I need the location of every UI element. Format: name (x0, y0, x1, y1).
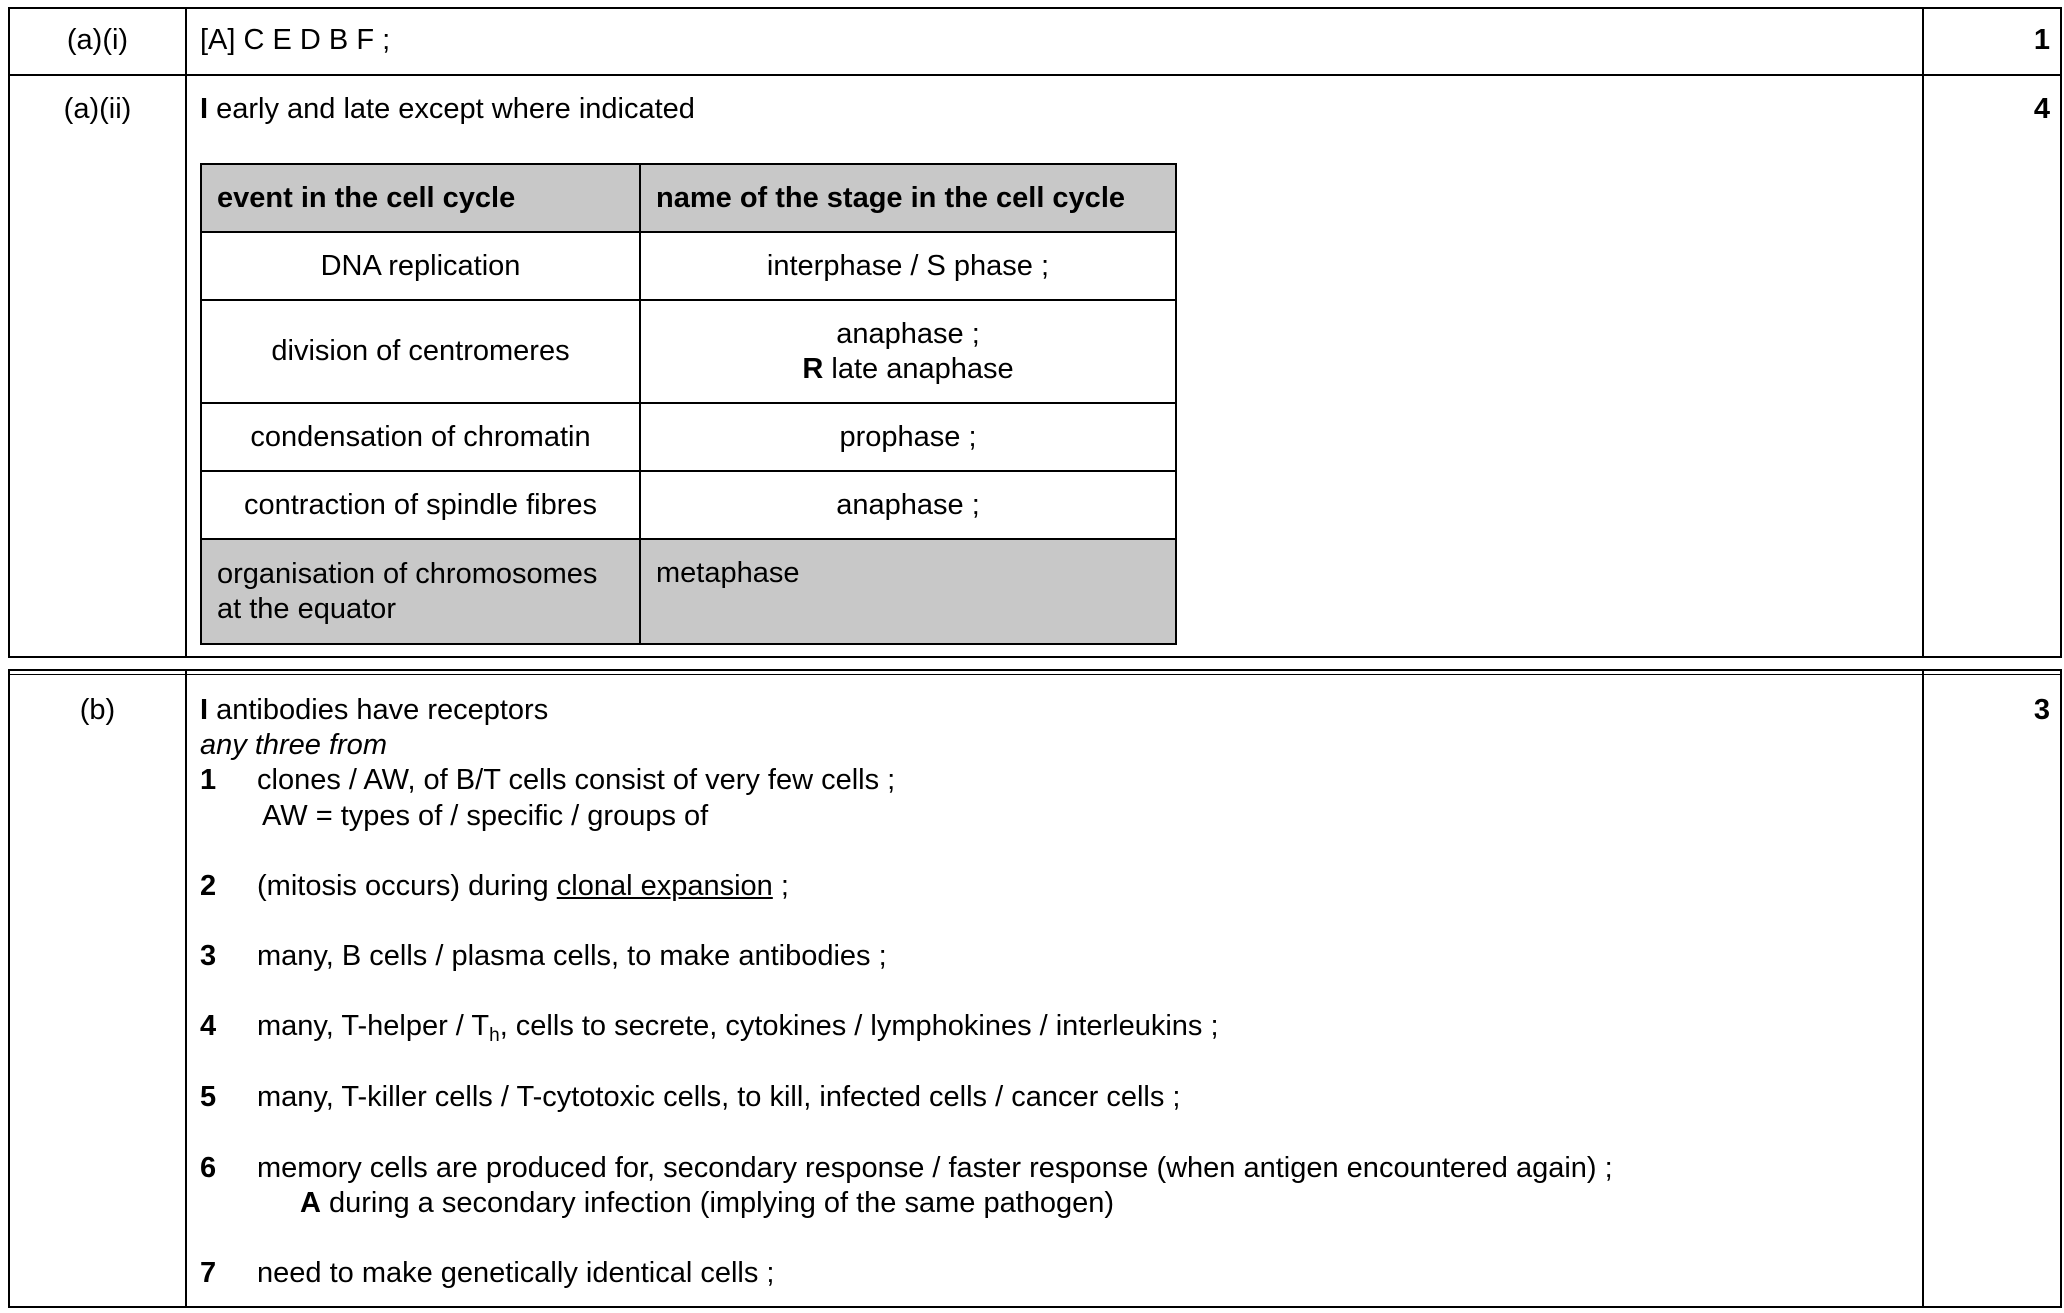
guidance-text (200, 693, 548, 728)
event-line: at the equator (217, 592, 396, 625)
stage-cell: metaphase (656, 557, 800, 589)
stage-note-rest: late anaphase (823, 352, 1014, 385)
table-row-example (202, 540, 1175, 643)
label-divider-top (185, 7, 187, 658)
point-text: many, B cells / plasma cells, to make antibodies ; (257, 940, 887, 972)
point-number: 2 (200, 870, 217, 902)
point-text (257, 1009, 1219, 1044)
point-number: 6 (200, 1152, 217, 1184)
table-top-border (8, 7, 2062, 9)
mark-value: 3 (2033, 694, 2050, 726)
point-number: 4 (200, 1010, 217, 1042)
event-cell: contraction of spindle fibres (243, 488, 598, 521)
table-column-divider (639, 165, 641, 643)
right-border-top (2060, 7, 2062, 658)
mark-value: 1 (2033, 24, 2050, 56)
table-row (202, 472, 1175, 540)
question-label: (b) (79, 694, 116, 726)
row-divider-b-inner (8, 674, 2062, 675)
mark-value: 4 (2033, 93, 2050, 125)
point-text: need to make genetically identical cells ; (257, 1257, 775, 1289)
table-header-row (202, 165, 1175, 233)
mark-divider-bottom (1922, 669, 1924, 1308)
row-divider-a-ii-bottom (8, 656, 2062, 658)
row-divider-a-i (8, 74, 2062, 76)
point-number: 3 (200, 940, 217, 972)
ignore-marker: I (200, 694, 209, 726)
guidance-text (200, 92, 695, 127)
guidance-rest: antibodies have receptors (208, 694, 549, 726)
any-three-instruction: any three from (200, 729, 387, 761)
guidance-rest: early and late except where indicated (208, 93, 695, 125)
reject-marker: R (802, 352, 824, 385)
point-text (257, 869, 789, 904)
header-event: event in the cell cycle (217, 181, 516, 214)
table-row (202, 404, 1175, 472)
underlined-term: clonal expansion (556, 870, 773, 902)
point-text-pre: many, T-helper / T (257, 1010, 490, 1042)
stage-answer: anaphase ; (836, 317, 980, 350)
stage-cell: anaphase ; (836, 488, 980, 521)
table-row (202, 301, 1175, 404)
table-bottom-border (8, 1306, 2062, 1308)
mark-divider-top (1922, 7, 1924, 658)
point-text-post: ; (772, 870, 789, 902)
point-subtext-rest: during a secondary infection (implying of the same pathogen) (320, 1187, 1115, 1219)
point-number: 5 (200, 1081, 217, 1113)
accept-marker: A (300, 1187, 321, 1219)
answer-text: [A] C E D B F ; (200, 24, 391, 56)
label-divider-bottom (185, 669, 187, 1308)
event-cell: condensation of chromatin (250, 420, 591, 453)
event-cell: division of centromeres (271, 335, 570, 367)
point-number: 7 (200, 1257, 217, 1289)
ignore-marker: I (200, 93, 209, 125)
event-cell: DNA replication (320, 249, 521, 282)
point-text-post: , cells to secrete, cytokines / lymphokines / interleukins ; (499, 1010, 1219, 1042)
point-number: 1 (200, 764, 217, 796)
question-label: (a)(ii) (63, 93, 132, 125)
question-label: (a)(i) (66, 24, 129, 56)
stage-note (802, 352, 1013, 387)
point-text: clones / AW, of B/T cells consist of very few cells ; (257, 764, 896, 796)
left-border-bottom (8, 669, 10, 1308)
point-text-pre: (mitosis occurs) during (257, 870, 557, 902)
event-cell (202, 540, 639, 643)
point-subtext: AW = types of / specific / groups of (262, 800, 709, 832)
row-divider-b-top (8, 669, 2062, 671)
right-border-bottom (2060, 669, 2062, 1308)
stage-cell: interphase / S phase ; (766, 249, 1050, 282)
stage-cell (641, 301, 1175, 402)
header-stage: name of the stage in the cell cycle (656, 181, 1125, 214)
subscript-h: h (489, 1025, 500, 1046)
cell-cycle-table (200, 163, 1177, 645)
event-line: organisation of chromosomes (217, 557, 598, 590)
point-text: memory cells are produced for, secondary response / faster response (when antigen encountered again) ; (257, 1152, 1613, 1184)
point-text: many, T-killer cells / T-cytotoxic cells, to kill, infected cells / cancer cells ; (257, 1081, 1181, 1113)
stage-cell: prophase ; (839, 420, 977, 453)
point-subtext (300, 1186, 1114, 1221)
table-row (202, 233, 1175, 301)
